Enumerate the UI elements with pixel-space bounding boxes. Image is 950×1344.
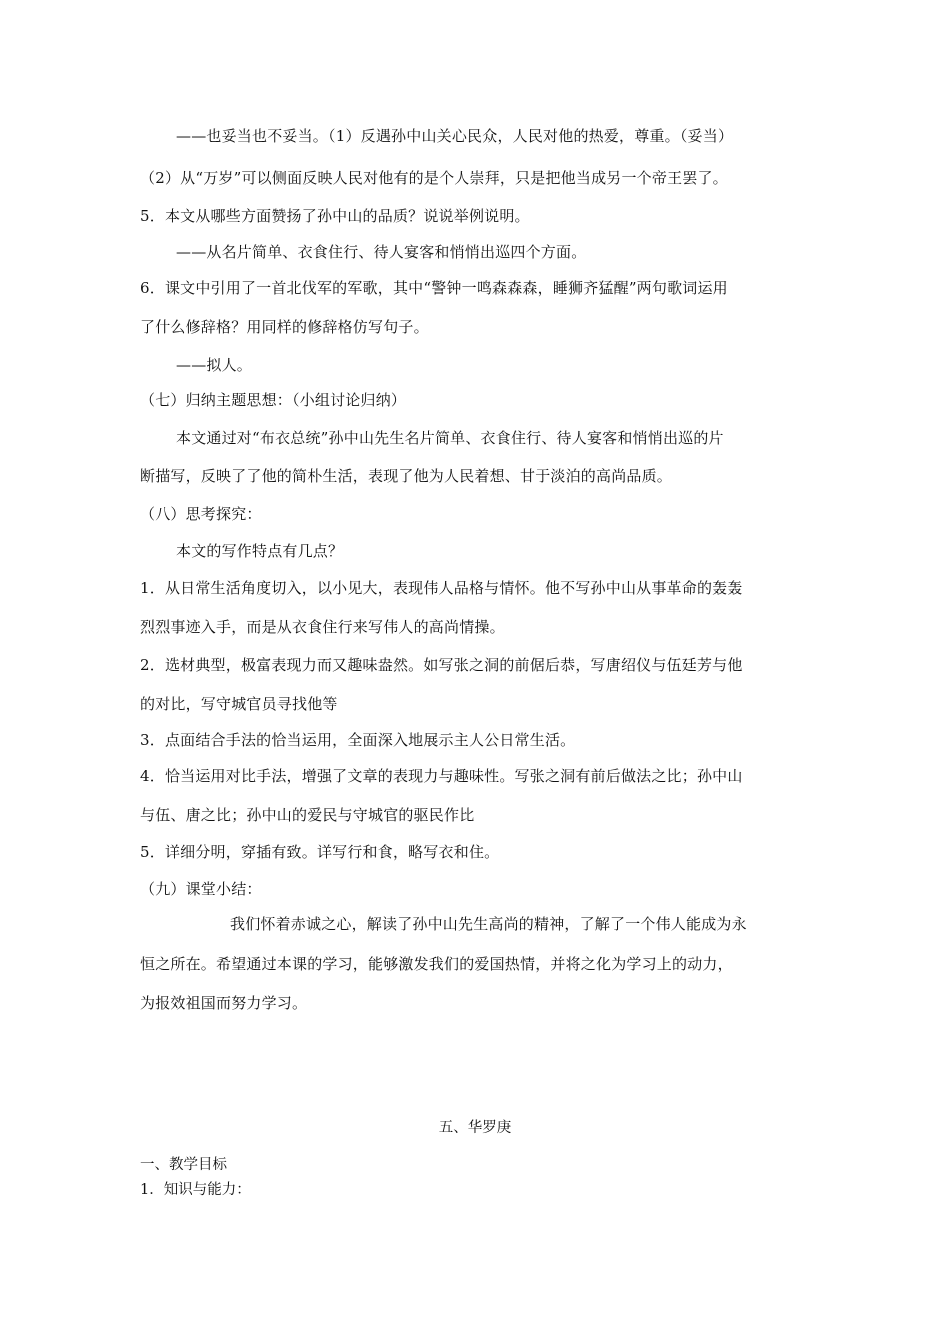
section-title: 五、华罗庚 (438, 1120, 512, 1136)
answer-line: ——也妥当也不妥当。（1）反遇孙中山关心民众，人民对他的热爱，尊重。（妥当） (176, 127, 734, 145)
subheading: 1．知识与能力： (140, 1182, 251, 1198)
list-item-4-cont: 与伍、唐之比；孙中山的爱民与守城官的驱民作比 (140, 806, 475, 824)
paragraph-line: 为报效祖国而努力学习。 (140, 994, 308, 1012)
paragraph-line: 本文通过对“布衣总统”孙中山先生名片简单、衣食住行、待人宴客和悄悄出巡的片 (176, 429, 724, 447)
list-item-2: 2．选材典型，极富表现力而又趣味盎然。如写张之洞的前倨后恭，写唐绍仪与伍廷芳与他 (140, 656, 743, 674)
list-item-1: 1．从日常生活角度切入，以小见大，表现伟人品格与情怀。他不写孙中山从事革命的轰轰 (140, 579, 743, 597)
section-heading-8: （八）思考探究： (140, 505, 262, 523)
question-6: 6．课文中引用了一首北伐军的军歌，其中“警钟一鸣森森森，睡狮齐猛醒”两句歌词运用 (140, 279, 728, 297)
list-item-1-cont: 烈烈事迹入手，而是从衣食住行来写伟人的高尚情操。 (140, 618, 505, 636)
answer-line: ——拟人。 (176, 356, 253, 374)
section-heading-7: （七）归纳主题思想：（小组讨论归纳） (140, 391, 407, 409)
list-item-5: 5．详细分明，穿插有致。详写行和食，略写衣和住。 (140, 843, 500, 861)
question-5: 5．本文从哪些方面赞扬了孙中山的品质？说说举例说明。 (140, 207, 530, 225)
question-6-cont: 了什么修辞格？用同样的修辞格仿写句子。 (140, 318, 429, 336)
subheading: 一、教学目标 (140, 1157, 227, 1173)
paragraph-line: 本文的写作特点有几点？ (176, 542, 344, 560)
list-item-2-cont: 的对比，写守城官员寻找他等 (140, 695, 338, 713)
paragraph-line: 断描写，反映了了他的简朴生活，表现了他为人民着想、甘于淡泊的高尚品质。 (140, 467, 673, 485)
list-item-4: 4．恰当运用对比手法，增强了文章的表现力与趣味性。写张之洞有前后做法之比；孙中山 (140, 767, 743, 785)
answer-line: （2）从“万岁”可以侧面反映人民对他有的是个人崇拜，只是把他当成另一个帝王罢了。 (140, 169, 728, 187)
answer-line: ——从名片简单、衣食住行、待人宴客和悄悄出巡四个方面。 (176, 243, 587, 261)
list-item-3: 3．点面结合手法的恰当运用，全面深入地展示主人公日常生活。 (140, 731, 576, 749)
section-heading-9: （九）课堂小结： (140, 880, 262, 898)
paragraph-line: 恒之所在。希望通过本课的学习，能够激发我们的爱国热情，并将之化为学习上的动力， (140, 955, 733, 973)
paragraph-line: 我们怀着赤诚之心，解读了孙中山先生高尚的精神，了解了一个伟人能成为永 (230, 915, 747, 933)
